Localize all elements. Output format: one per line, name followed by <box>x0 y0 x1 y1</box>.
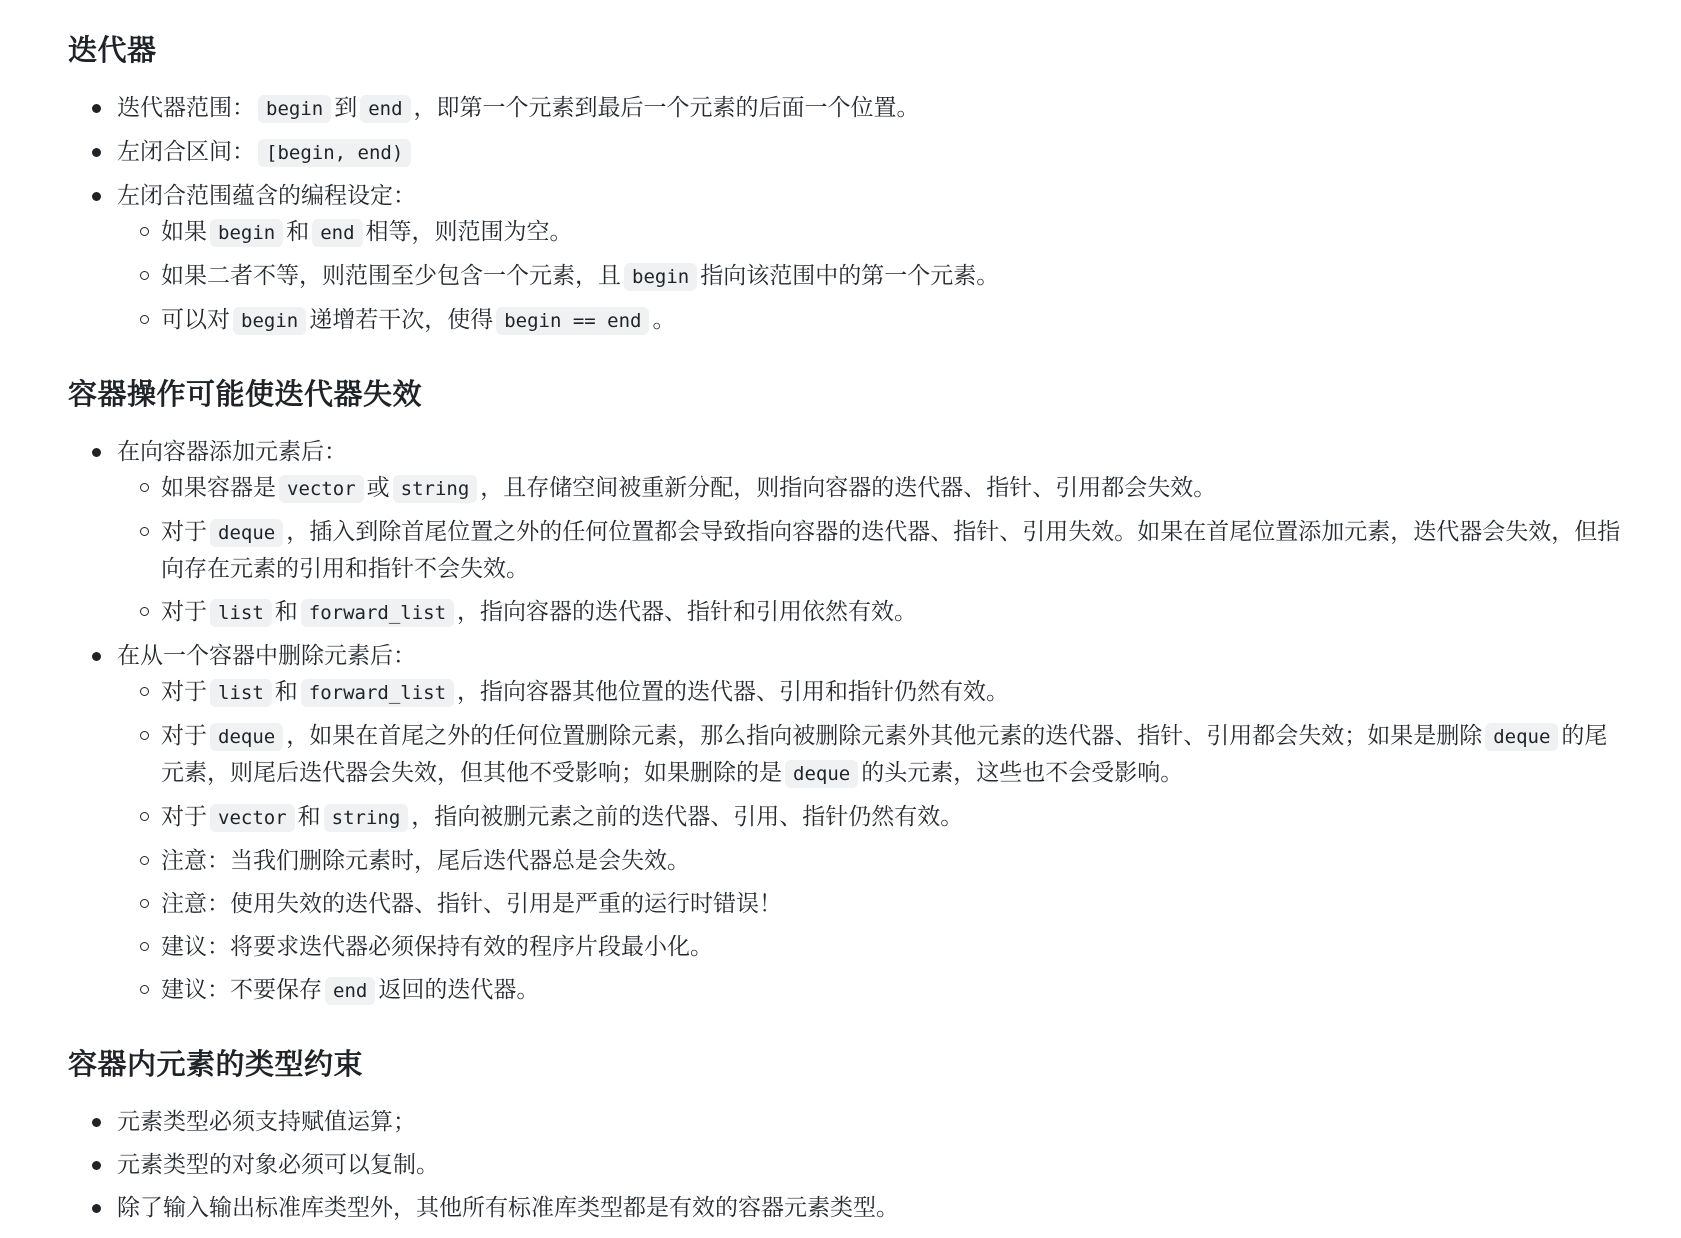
text-run: 注意：使用失效的迭代器、指针、引用是严重的运行时错误！ <box>161 891 782 917</box>
bullet-circle-icon <box>140 687 149 696</box>
text-run: ，如果在首尾之外的任何位置删除元素，那么指向被删除元素外其他元素的迭代器、指针、引用都会失效；如果是删除 <box>286 723 1483 749</box>
bullet-circle-icon <box>140 942 149 951</box>
text-run: 的头元素，这些也不会受影响。 <box>861 760 1184 786</box>
bullet-circle-icon <box>140 483 149 492</box>
sub-list-item <box>117 258 1621 295</box>
bullet-circle-icon <box>140 812 149 821</box>
list-item-text <box>117 183 416 209</box>
list-item <box>68 178 1621 339</box>
sub-list-item <box>117 470 1621 507</box>
text-run: 对于 <box>161 599 207 625</box>
inline-code: end <box>360 95 410 123</box>
inline-code: deque <box>785 760 858 788</box>
text-run: 或 <box>366 475 390 501</box>
text-run: ，指向被删元素之前的迭代器、引用、指针仍然有效。 <box>411 804 964 830</box>
sub-list-item-text <box>161 263 999 289</box>
bullet-circle-icon <box>140 731 149 740</box>
sub-list-item <box>117 594 1621 631</box>
inline-code: forward_list <box>301 599 454 627</box>
bullet-circle-icon <box>140 899 149 908</box>
sub-list-item-text <box>161 519 1620 582</box>
bullet-dot-icon <box>92 1161 101 1170</box>
text-run: 和 <box>297 804 321 830</box>
list-item-text <box>117 439 347 465</box>
text-run: 注意：当我们删除元素时，尾后迭代器总是会失效。 <box>161 848 690 874</box>
list-item <box>68 638 1621 1009</box>
list-item-text <box>117 139 414 165</box>
list-item <box>68 90 1621 127</box>
list-item <box>68 1104 1621 1140</box>
bullet-list <box>68 1104 1621 1226</box>
text-run: 在从一个容器中删除元素后： <box>117 643 416 669</box>
list-item <box>68 1190 1621 1226</box>
sub-list-item <box>117 302 1621 339</box>
bullet-circle-icon <box>140 985 149 994</box>
text-run: 对于 <box>161 723 207 749</box>
text-run: 建议：将要求迭代器必须保持有效的程序片段最小化。 <box>161 934 713 960</box>
bullet-circle-icon <box>140 271 149 280</box>
text-run: 元素类型的对象必须可以复制。 <box>117 1152 439 1178</box>
inline-code: begin <box>233 307 306 335</box>
sub-bullet-list <box>117 470 1621 631</box>
text-run: 对于 <box>161 679 207 705</box>
list-item-text <box>117 95 920 121</box>
sub-list-item-text <box>161 804 963 830</box>
bullet-circle-icon <box>140 527 149 536</box>
inline-code: begin == end <box>496 307 649 335</box>
sub-list-item <box>117 514 1621 587</box>
sub-list-item-text <box>161 307 675 333</box>
text-run: 和 <box>274 599 298 625</box>
sub-list-item-text <box>161 891 782 917</box>
text-run: 到 <box>334 95 358 121</box>
sub-list-item <box>117 886 1621 922</box>
text-run: 返回的迭代器。 <box>378 977 540 1003</box>
sub-list-item <box>117 674 1621 711</box>
text-run: ，指向容器其他位置的迭代器、引用和指针仍然有效。 <box>457 679 1010 705</box>
text-run: 。 <box>652 307 676 333</box>
bullet-dot-icon <box>92 192 101 201</box>
sub-list-item-text <box>161 977 539 1003</box>
text-run: 如果容器是 <box>161 475 276 501</box>
section-heading: 容器内元素的类型约束 <box>68 1047 364 1081</box>
list-item-text <box>117 1109 416 1135</box>
text-run: ，即第一个元素到最后一个元素的后面一个位置。 <box>413 95 920 121</box>
sub-list-item-text <box>161 599 917 625</box>
text-run: 和 <box>274 679 298 705</box>
bullet-list <box>68 90 1621 339</box>
text-run: 如果二者不等，则范围至少包含一个元素，且 <box>161 263 621 289</box>
section-heading: 迭代器 <box>68 33 157 67</box>
bullet-dot-icon <box>92 448 101 457</box>
text-run: 的尾元素，则尾后迭代器会失效，但其他不受影响；如果删除的是 <box>161 723 1608 786</box>
inline-code: end <box>312 219 362 247</box>
inline-code: vector <box>210 804 295 832</box>
list-item <box>68 434 1621 631</box>
inline-code: vector <box>279 475 364 503</box>
sub-list-item-text <box>161 848 690 874</box>
inline-code: list <box>210 599 272 627</box>
text-run: 迭代器范围： <box>117 95 255 121</box>
list-item-text <box>117 1195 899 1221</box>
inline-code: deque <box>210 519 283 547</box>
bullet-circle-icon <box>140 607 149 616</box>
sub-list-item <box>117 718 1621 792</box>
inline-code: [begin, end) <box>258 139 411 167</box>
inline-code: list <box>210 679 272 707</box>
bullet-list <box>68 434 1621 1009</box>
inline-code: begin <box>258 95 331 123</box>
inline-code: string <box>393 475 478 503</box>
inline-code: begin <box>624 263 697 291</box>
inline-code: string <box>324 804 409 832</box>
inline-code: deque <box>1485 723 1558 751</box>
list-item <box>68 1147 1621 1183</box>
sub-list-item <box>117 972 1621 1009</box>
text-run: 指向该范围中的第一个元素。 <box>700 263 1000 289</box>
text-run: 除了输入输出标准库类型外，其他所有标准库类型都是有效的容器元素类型。 <box>117 1195 899 1221</box>
sub-list-item-text <box>161 934 713 960</box>
inline-code: forward_list <box>301 679 454 707</box>
text-run: 对于 <box>161 519 207 545</box>
text-run: 左闭合区间： <box>117 139 255 165</box>
text-run: 对于 <box>161 804 207 830</box>
text-run: 元素类型必须支持赋值运算； <box>117 1109 416 1135</box>
sub-list-item-text <box>161 475 1216 501</box>
list-item-text <box>117 1152 439 1178</box>
sub-list-item-text <box>161 219 573 245</box>
text-run: ，且存储空间被重新分配，则指向容器的迭代器、指针、引用都会失效。 <box>480 475 1217 501</box>
bullet-circle-icon <box>140 856 149 865</box>
inline-code: deque <box>210 723 283 751</box>
text-run: 建议：不要保存 <box>161 977 322 1003</box>
section-heading: 容器操作可能使迭代器失效 <box>68 377 423 411</box>
sub-list-item <box>117 929 1621 965</box>
bullet-dot-icon <box>92 1118 101 1127</box>
text-run: ，插入到除首尾位置之外的任何位置都会导致指向容器的迭代器、指针、引用失效。如果在首尾位置添加元素，迭代器会失效，但指向存在元素的引用和指针不会失效。 <box>161 519 1621 582</box>
text-run: 可以对 <box>161 307 230 333</box>
inline-code: end <box>325 977 375 1005</box>
text-run: 和 <box>286 219 310 245</box>
text-run: ，指向容器的迭代器、指针和引用依然有效。 <box>457 599 918 625</box>
bullet-dot-icon <box>92 148 101 157</box>
bullet-circle-icon <box>140 227 149 236</box>
sub-bullet-list <box>117 214 1621 339</box>
sub-bullet-list <box>117 674 1621 1009</box>
list-item <box>68 134 1621 171</box>
text-run: 递增若干次，使得 <box>309 307 494 333</box>
text-run: 左闭合范围蕴含的编程设定： <box>117 183 416 209</box>
sub-list-item <box>117 799 1621 836</box>
text-run: 在向容器添加元素后： <box>117 439 347 465</box>
bullet-circle-icon <box>140 315 149 324</box>
sub-list-item-text <box>161 679 1009 705</box>
bullet-dot-icon <box>92 1204 101 1213</box>
sub-list-item-text <box>161 723 1607 786</box>
text-run: 如果 <box>161 219 207 245</box>
text-run: 相等，则范围为空。 <box>365 219 573 245</box>
sub-list-item <box>117 214 1621 251</box>
bullet-dot-icon <box>92 104 101 113</box>
bullet-dot-icon <box>92 652 101 661</box>
sub-list-item <box>117 843 1621 879</box>
inline-code: begin <box>210 219 283 247</box>
list-item-text <box>117 643 416 669</box>
